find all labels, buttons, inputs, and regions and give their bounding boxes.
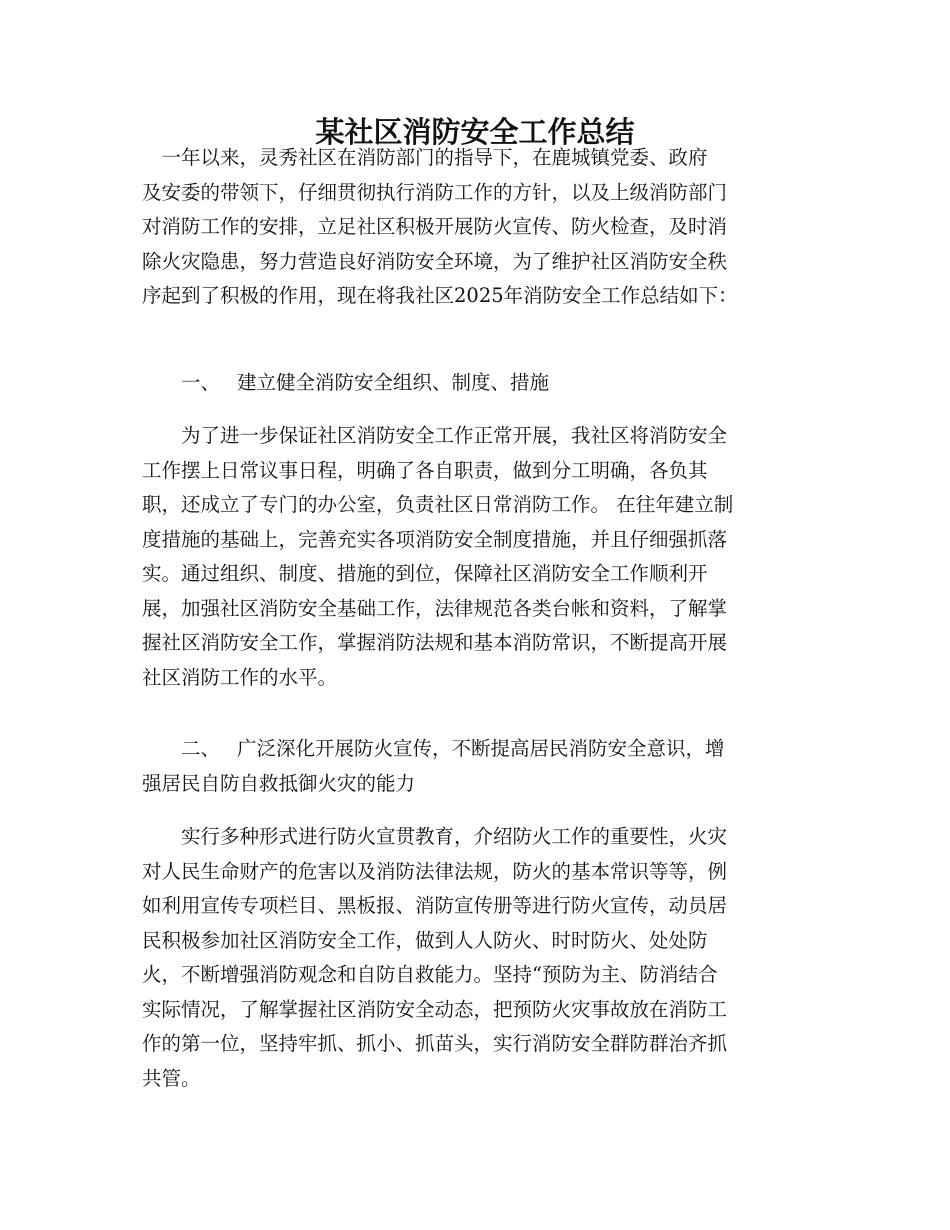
section1-heading (142, 366, 810, 401)
intro-line: 除火灾隐患，努力营造良好消防安全环境，为了维护社区消防安全秩 (142, 249, 728, 273)
section2-line: 作的第一位，坚持牢抓、抓小、抓苗头，实行消防安全群防群治齐抓 (142, 1032, 728, 1055)
section2-line: 如利用宣传专项栏目、黑板报、消防宣传册等进行防火宣传，动员居 (142, 894, 728, 917)
section1-line: 度措施的基础上，完善充实各项消防安全制度措施，并且仔细强抓落 (142, 527, 728, 551)
section2-line: 火，不断增强消防观念和自防自救能力。坚持“预防为主、防消结合 (142, 963, 718, 986)
section2-heading-text: 广泛深化开展防火宣传，不断提高居民消防安全意识，增 (237, 737, 725, 760)
document-title: 某社区消防安全工作总结 (315, 115, 635, 149)
section1-line: 工作摆上日常议事日程，明确了各自职责，做到分工明确，各负其 (142, 458, 708, 482)
intro-line: 对消防工作的安排，立足社区积极开展防火宣传、防火检查，及时消 (142, 215, 728, 238)
section1-line: 职，还成立了专门的办公室，负责社区日常消防工作。 在往年建立制 (142, 493, 734, 516)
intro-line: 序起到了积极的作用，现在将我社区2025年消防安全工作总结如下： (142, 284, 738, 307)
section2-line: 共管。 (142, 1066, 201, 1090)
section1-line: 为了进一步保证社区消防安全工作正常开展，我社区将消防安全 (142, 424, 728, 447)
section2-heading-line2: 强居民自防自救抵御火灾的能力 (142, 771, 416, 795)
section2-heading (142, 732, 810, 801)
section1-number: 一、 (181, 371, 221, 394)
intro-line: 一年以来，灵秀社区在消防部门的指导下，在鹿城镇党委、政府 (142, 146, 708, 169)
section1-paragraph (142, 419, 810, 695)
section1-line: 握社区消防安全工作，掌握消防法规和基本消防常识，不断提高开展 (142, 631, 728, 654)
section2-line: 实行多种形式进行防火宣贯教育，介绍防火工作的重要性，火灾 (142, 825, 728, 848)
section1-line: 社区消防工作的水平。 (142, 665, 338, 689)
section2-line: 对人民生命财产的危害以及消防法律法规，防火的基本常识等等，例 (142, 859, 728, 883)
section2-line: 实际情况，了解掌握社区消防安全动态，把预防火灾事故放在消防工 (142, 997, 728, 1021)
intro-line: 及安委的带领下，仔细贯彻执行消防工作的方针，以及上级消防部门 (142, 180, 728, 204)
section1-line: 展，加强社区消防安全基础工作，法律规范各类台帐和资料，了解掌 (142, 596, 728, 620)
intro-paragraph (142, 141, 810, 314)
section2-paragraph (142, 820, 810, 1096)
section1-heading-text: 建立健全消防安全组织、制度、措施 (237, 371, 550, 394)
section2-line: 民积极参加社区消防安全工作，做到人人防火、时时防火、处处防 (142, 928, 708, 952)
section1-line: 实。通过组织、制度、措施的到位，保障社区消防安全工作顺利开 (142, 562, 708, 585)
section2-number: 二、 (181, 737, 221, 760)
